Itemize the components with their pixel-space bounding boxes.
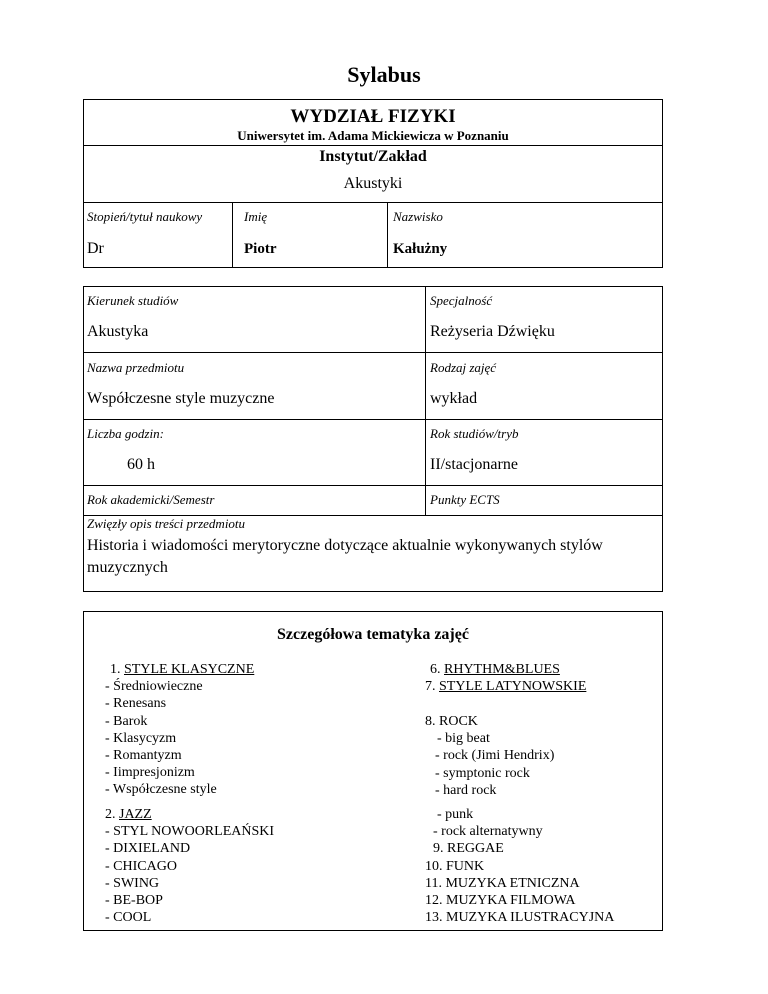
ects-label: Punkty ECTS xyxy=(430,492,500,507)
jazz-list xyxy=(105,806,274,926)
hours-value: 60 h xyxy=(127,456,155,473)
list-heading-text: STYLE KLASYCZNE xyxy=(124,662,255,677)
faculty-name: WYDZIAŁ FIZYKI xyxy=(290,106,456,127)
list-item: 9. REGGAE xyxy=(433,841,504,857)
classical-list xyxy=(105,661,254,799)
list-item: - Romantyzm xyxy=(105,748,182,764)
other-styles-list xyxy=(425,806,614,926)
document-title: Sylabus xyxy=(347,62,421,87)
description-line: muzycznych xyxy=(87,559,168,576)
rock-list xyxy=(425,713,554,799)
list-item: - Renesans xyxy=(105,696,167,712)
list-item: - rock alternatywny xyxy=(433,824,543,840)
last-name-value: Kałużny xyxy=(393,241,448,257)
year-mode-value: II/stacjonarne xyxy=(430,456,518,473)
list-number: 7. xyxy=(425,679,439,695)
specialty-label: Specjalność xyxy=(430,293,493,308)
list-item: 13. MUZYKA ILUSTRACYJNA xyxy=(425,910,615,926)
list-item: - STYL NOWOORLEAŃSKI xyxy=(105,824,275,840)
list-item: 12. MUZYKA FILMOWA xyxy=(425,893,576,909)
class-type-label: Rodzaj zajęć xyxy=(430,360,497,375)
topics-heading: Szczegółowa tematyka zajęć xyxy=(277,626,469,643)
list-number: 2. xyxy=(105,807,119,822)
divider xyxy=(232,202,233,268)
list-heading-text: RHYTHM&BLUES xyxy=(444,662,560,677)
list-item: 11. MUZYKA ETNICZNA xyxy=(425,875,580,891)
field-value: Akustyka xyxy=(87,323,149,340)
divider xyxy=(425,286,426,516)
university-name: Uniwersytet im. Adama Mickiewicza w Poznaniu xyxy=(237,128,509,143)
list-item: - Klasycyzm xyxy=(105,730,177,746)
divider xyxy=(387,202,388,268)
academic-year-label: Rok akademicki/Semestr xyxy=(87,492,215,507)
list-item: - hard rock xyxy=(435,782,497,798)
divider xyxy=(83,485,663,486)
list-item: - Współczesne style xyxy=(105,782,217,798)
first-name-label: Imię xyxy=(244,209,268,224)
institute-value: Akustyki xyxy=(343,175,403,192)
list-heading xyxy=(105,661,254,678)
first-name-value: Piotr xyxy=(244,241,277,257)
list-item: - punk xyxy=(437,807,474,822)
list-item: 10. FUNK xyxy=(425,858,485,874)
rnb-latin-list xyxy=(425,661,586,695)
hours-label: Liczba godzin: xyxy=(87,426,164,441)
description-line: Historia i wiadomości merytoryczne dotyczące aktualnie wykonywanych stylów xyxy=(87,537,603,554)
list-item: - Barok xyxy=(105,713,148,729)
list-heading-text: STYLE LATYNOWSKIE xyxy=(439,679,587,695)
list-heading: 8. ROCK xyxy=(425,714,478,729)
list-heading xyxy=(425,661,586,678)
specialty-value: Reżyseria Dźwięku xyxy=(430,323,555,340)
subject-value: Współczesne style muzyczne xyxy=(87,390,275,407)
list-item: - Średniowieczne xyxy=(105,679,203,695)
list-item: - Iimpresjonizm xyxy=(105,765,195,781)
list-heading xyxy=(425,678,586,695)
divider xyxy=(83,352,663,353)
subject-label: Nazwa przedmiotu xyxy=(87,360,185,375)
class-type-value: wykład xyxy=(430,390,478,407)
list-heading-text: JAZZ xyxy=(119,807,152,822)
last-name-label: Nazwisko xyxy=(393,209,443,224)
degree-label: Stopień/tytuł naukowy xyxy=(87,209,203,224)
description-label: Zwięzły opis treści przedmiotu xyxy=(87,516,246,531)
list-item: - rock (Jimi Hendrix) xyxy=(435,748,555,764)
divider xyxy=(83,419,663,420)
list-item: - big beat xyxy=(437,731,490,747)
list-item: - SWING xyxy=(105,875,160,891)
list-number: 1. xyxy=(110,662,124,677)
field-label: Kierunek studiów xyxy=(87,293,179,308)
list-item: - BE-BOP xyxy=(105,893,163,909)
description-text xyxy=(87,535,603,579)
list-number: 6. xyxy=(430,662,444,677)
year-mode-label: Rok studiów/tryb xyxy=(430,426,519,441)
divider xyxy=(83,145,663,146)
institute-label: Instytut/Zakład xyxy=(319,148,427,165)
list-item: - COOL xyxy=(105,910,152,926)
list-heading xyxy=(105,806,274,823)
list-item: - symptonic rock xyxy=(435,765,530,781)
list-item: - DIXIELAND xyxy=(105,841,191,857)
list-item: - CHICAGO xyxy=(105,858,177,874)
degree-value: Dr xyxy=(87,240,104,257)
